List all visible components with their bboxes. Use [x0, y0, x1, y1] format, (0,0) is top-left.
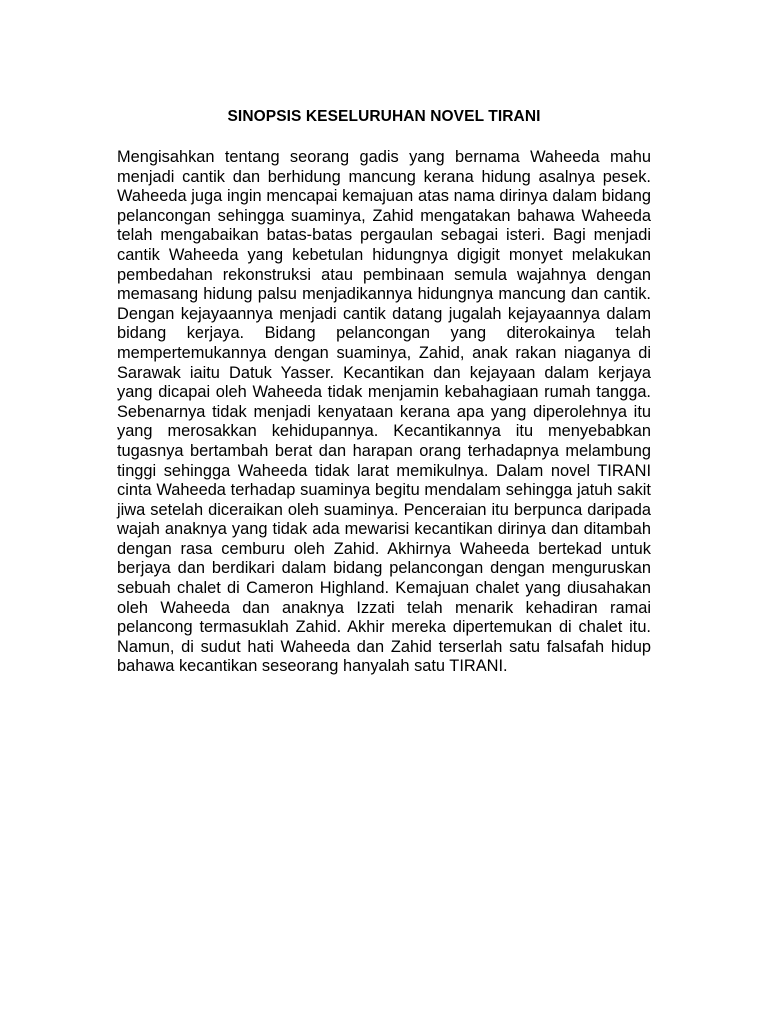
- synopsis-paragraph: Mengisahkan tentang seorang gadis yang bernama Waheeda mahu menjadi cantik dan berhidung mancung kerana hidung asalnya pesek. Waheeda juga ingin mencapai kemajuan atas nama dirinya dalam bidang pelancongan sehingga suaminya, Zahid mengatakan bahawa Waheeda telah mengabaikan batas-batas pergaulan sebagai isteri. Bagi menjadi cantik Waheeda yang kebetulan hidungnya digigit monyet melakukan pembedahan rekonstruksi atau pembinaan semula wajahnya dengan memasang hidung palsu menjadikannya hidungnya mancung dan cantik. Dengan kejayaannya menjadi cantik datang jugalah kejayaannya dalam bidang kerjaya. Bidang pelancongan yang diterokainya telah mempertemukannya dengan suaminya, Zahid, anak rakan niaganya di Sarawak iaitu Datuk Yasser. Kecantikan dan kejayaan dalam kerjaya yang dicapai oleh Waheeda tidak menjamin kebahagiaan rumah tangga. Sebenarnya tidak menjadi kenyataan kerana apa yang diperolehnya itu yang merosakkan kehidupannya. Kecantikannya itu menyebabkan tugasnya bertambah berat dan harapan orang terhadapnya melambung tinggi sehingga Waheeda tidak larat memikulnya. Dalam novel TIRANI cinta Waheeda terhadap suaminya begitu mendalam sehingga jatuh sakit jiwa setelah diceraikan oleh suaminya. Penceraian itu berpunca daripada wajah anaknya yang tidak ada mewarisi kecantikan dirinya dan ditambah dengan rasa cemburu oleh Zahid. Akhirnya Waheeda bertekad untuk berjaya dan berdikari dalam bidang pelancongan dengan menguruskan sebuah chalet di Cameron Highland. Kemajuan chalet yang diusahakan oleh Waheeda dan anaknya Izzati telah menarik kehadiran ramai pelancong termasuklah Zahid. Akhir mereka dipertemukan di chalet itu. Namun, di sudut hati Waheeda dan Zahid terserlah satu falsafah hidup bahawa kecantikan seseorang hanyalah satu TIRANI.: [117, 148, 651, 676]
- document-title: SINOPSIS KESELURUHAN NOVEL TIRANI: [227, 108, 541, 125]
